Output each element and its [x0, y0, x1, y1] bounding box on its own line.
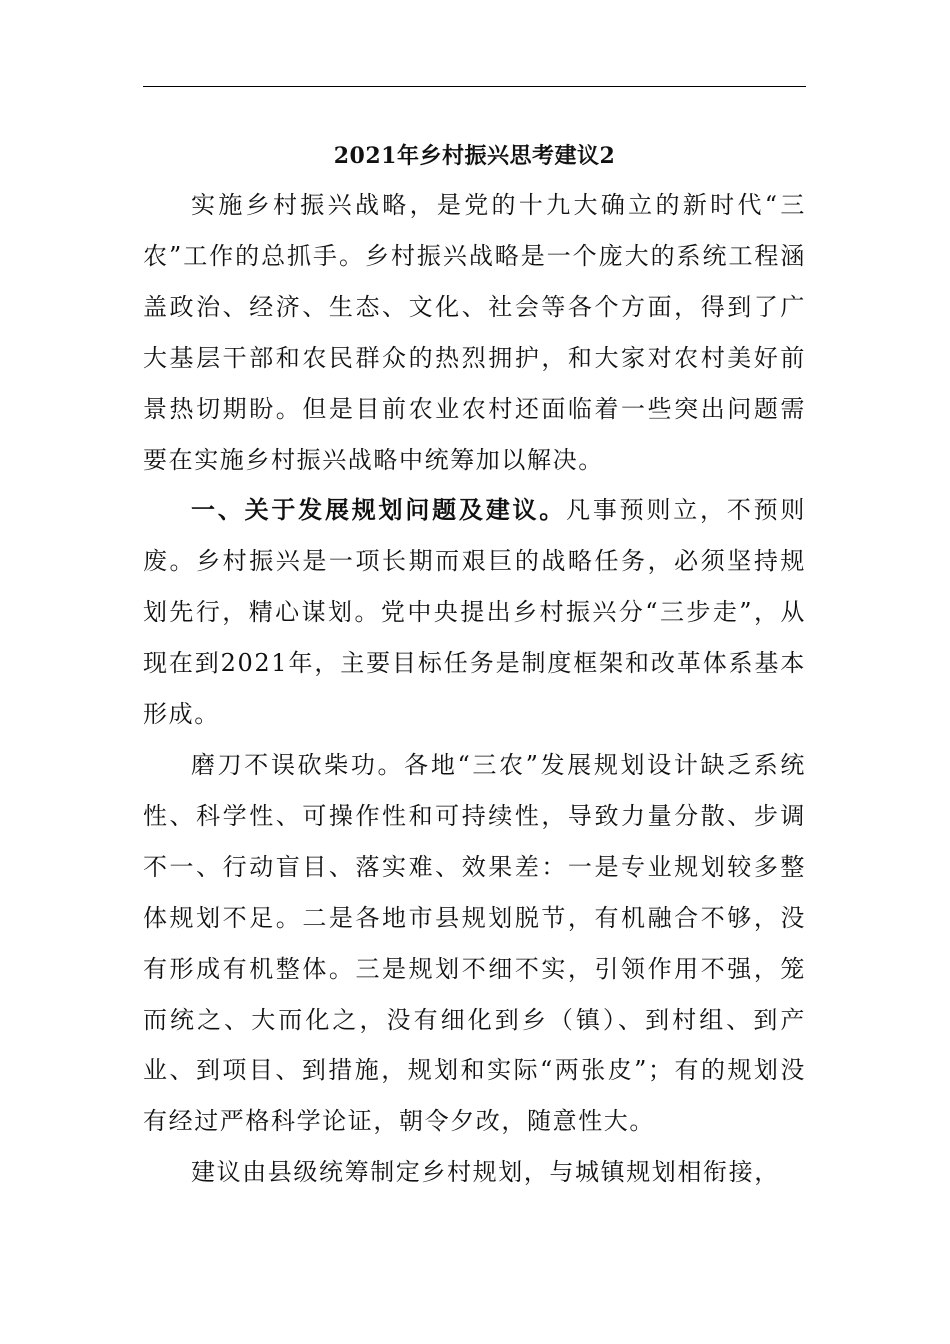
paragraph-lead-heading: 一、关于发展规划问题及建议。 — [191, 495, 567, 525]
paragraph-intro — [143, 180, 806, 485]
paragraph-text: 凡事预则立，不预则废。乡村振兴是一项长期而艰巨的战略任务，必须坚持规划先行，精心谋划。党中央提出乡村振兴分“三步走”，从现在到2021年，主要目标任务是制度框架和改革体系基本形成。 — [143, 496, 807, 729]
header-rule — [143, 86, 806, 87]
paragraph-problems — [143, 740, 806, 1147]
document-body — [143, 180, 806, 1198]
paragraph-text: 实施乡村振兴战略，是党的十九大确立的新时代“三农”工作的总抓手。乡村振兴战略是一个庞大的系统工程涵盖政治、经济、生态、文化、社会等各个方面，得到了广大基层干部和农民群众的热烈拥护，和大家对农村美好前景热切期盼。但是目前农业农村还面临着一些突出问题需要在实施乡村振兴战略中统筹加以解决。 — [143, 191, 806, 474]
paragraph-text: 建议由县级统筹制定乡村规划，与城镇规划相衔接， — [191, 1158, 780, 1187]
paragraph-text: 磨刀不误砍柴功。各地“三农”发展规划设计缺乏系统性、科学性、可操作性和可持续性，导致力量分散、步调不一、行动盲目、落实难、效果差：一是专业规划较多整体规划不足。二是各地市县规划脱节，有机融合不够，没有形成有机整体。三是规划不细不实，引领作用不强，笼而统之、大而化之，没有细化到乡（镇）、到村组、到产业、到项目、到措施，规划和实际“两张皮”；有的规划没有经过严格科学论证，朝令夕改，随意性大。 — [143, 750, 806, 1136]
paragraph-planning — [143, 485, 806, 740]
paragraph-suggestion — [143, 1147, 806, 1198]
document-title: 2021年乡村振兴思考建议2 — [333, 143, 616, 169]
